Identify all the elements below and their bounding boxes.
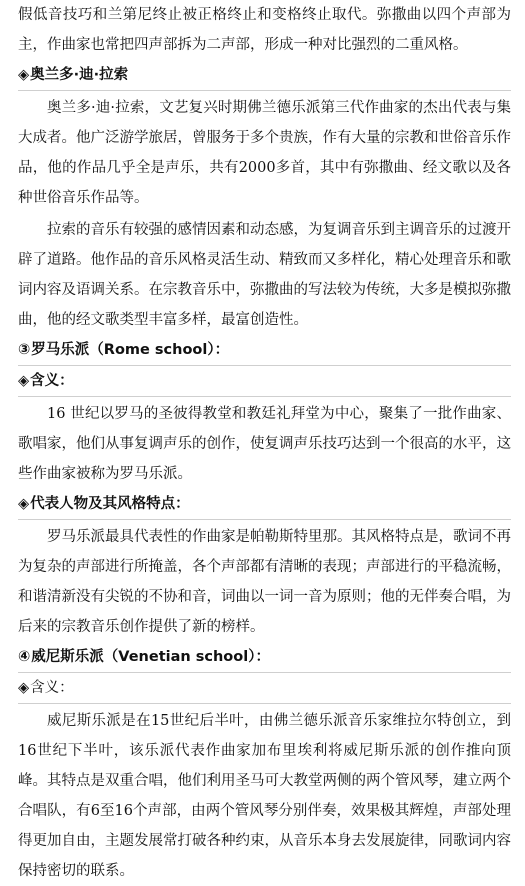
orlando-paragraph-1: 奥兰多·迪·拉索，文艺复兴时期佛兰德乐派第三代作曲家的杰出代表与集大成者。他广泛游学旅居，曾服务于多个贵族，作有大量的宗教和世俗音乐作品，他的作品几乎全是声乐，共有2000多首，其中有弥撒曲、经文歌以及各种世俗音乐作品等。	[18, 100, 511, 206]
section-rome-heading	[18, 335, 511, 366]
venice-heading-text: 威尼斯乐派（Venetian school）：	[31, 649, 270, 665]
diamond-bullet-icon: ◈	[18, 67, 30, 83]
rome-heading-text: 罗马乐派（Rome school）：	[31, 342, 230, 358]
rome-representative-text: 代表人物及其风格特点：	[30, 496, 190, 512]
rome-meaning-heading	[18, 366, 511, 397]
orlando-heading-text: 奥兰多·迪·拉索	[30, 67, 129, 83]
rome-paragraph-2: 罗马乐派最具代表性的作曲家是帕勒斯特里那。其风格特点是，歌词不再为复杂的声部进行所掩盖，各个声部都有清晰的表现；声部进行的平稳流畅，和谐清新没有尖锐的不协和音，词曲以一词一音为原则；他的无伴奏合唱，为后来的宗教音乐创作提供了新的榜样。	[18, 529, 511, 635]
diamond-bullet-icon: ◈	[18, 680, 30, 696]
rome-meaning-text: 含义：	[30, 373, 74, 389]
intro-paragraph: 假低音技巧和兰第尼终止被正格终止和变格终止取代。弥撒曲以四个声部为主，作曲家也常把四声部拆为二声部，形成一种对比强烈的二重风格。	[18, 7, 511, 53]
venice-meaning-heading	[18, 673, 511, 704]
rome-paragraph-1: 16 世纪以罗马的圣彼得教堂和教廷礼拜堂为中心，聚集了一批作曲家、歌唱家，他们从事复调声乐的创作，使复调声乐技巧达到一个很高的水平，这些作曲家被称为罗马乐派。	[18, 406, 511, 482]
section-venice-heading	[18, 642, 511, 673]
orlando-paragraph-2: 拉索的音乐有较强的感情因素和动态感，为复调音乐到主调音乐的过渡开辟了道路。他作品的音乐风格灵活生动、精致而又多样化，精心处理音乐和歌词内容及语调关系。在宗教音乐中，弥撒曲的写法较为传统，大多是模拟弥撒曲，他的经文歌类型丰富多样，最富创造性。	[18, 222, 511, 328]
circled-number-icon: ④	[18, 649, 31, 665]
venice-meaning-text: 含义：	[30, 680, 74, 696]
diamond-bullet-icon: ◈	[18, 373, 30, 389]
rome-representative-heading	[18, 489, 511, 520]
circled-number-icon: ③	[18, 342, 31, 358]
section-orlando-heading	[18, 60, 511, 91]
venice-paragraph-1: 威尼斯乐派是在15世纪后半叶，由佛兰德乐派音乐家维拉尔特创立，到16世纪下半叶，该乐派代表作曲家加布里埃利将威尼斯乐派的创作推向顶峰。其特点是双重合唱，他们利用圣马可大教堂两侧的两个管风琴，建立两个合唱队，有6至16个声部，由两个管风琴分别伴奏，效果极其辉煌，声部处理得更加自由，主题发展常打破各种约束，从音乐本身去发展旋律，同歌词内容保持密切的联系。	[18, 713, 511, 879]
diamond-bullet-icon: ◈	[18, 496, 30, 512]
